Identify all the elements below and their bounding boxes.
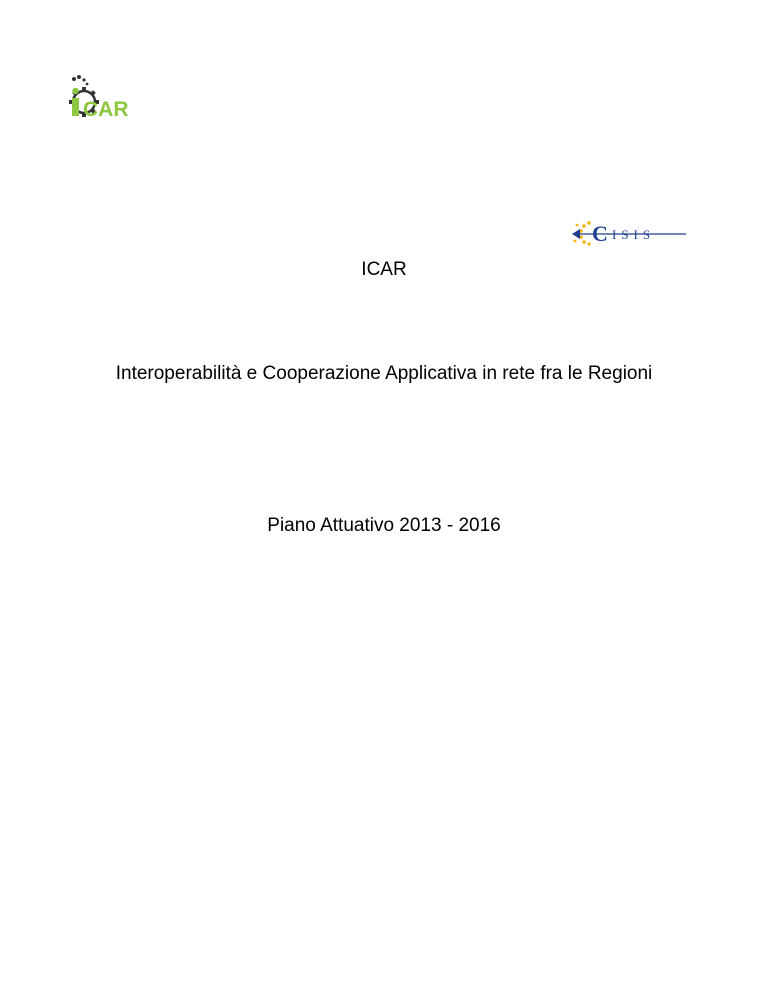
- icar-logo: [68, 74, 148, 122]
- document-title: ICAR: [361, 259, 407, 280]
- document-subtitle: Interoperabilità e Cooperazione Applicativa in rete fra le Regioni: [115, 363, 653, 384]
- svg-text:ISIS: ISIS: [612, 227, 656, 242]
- svg-text:CAR: CAR: [83, 98, 129, 121]
- icar-gear-logo-icon: [68, 74, 148, 122]
- svg-text:C: C: [592, 221, 608, 246]
- cisis-logo: [570, 217, 690, 247]
- cisis-logo-icon: [570, 217, 690, 247]
- document-plan-title: Piano Attuativo 2013 - 2016: [267, 515, 501, 536]
